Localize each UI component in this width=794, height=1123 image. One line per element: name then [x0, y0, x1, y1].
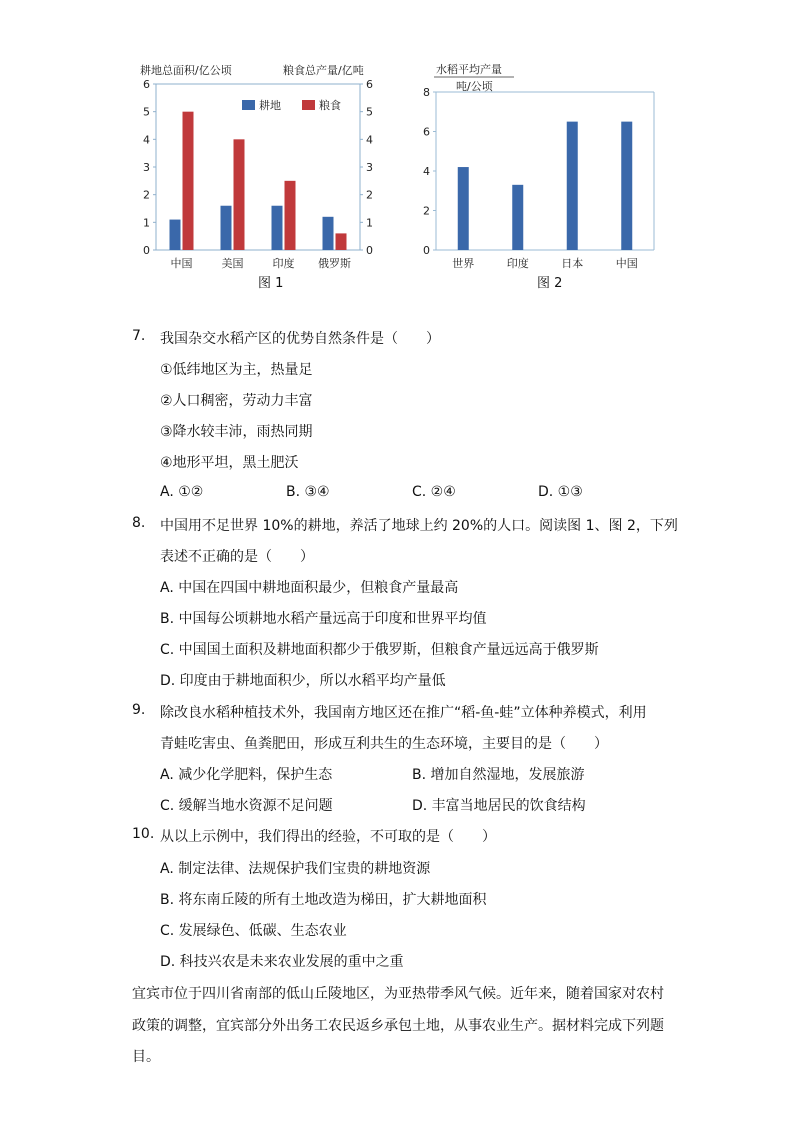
fig1-bar-耕地 [170, 220, 181, 250]
figure-1-chart [140, 60, 390, 275]
fig1-right-axis-label: 粮食总产量/亿吨 [283, 64, 364, 77]
fig1-bar-耕地 [323, 217, 334, 250]
fig1-legend-label: 耕地 [259, 99, 281, 112]
q7-option-b[interactable]: B. ③④ [286, 484, 330, 500]
q7-item-3: ③降水较丰沛，雨热同期 [160, 424, 313, 440]
fig2-tick-label: 2 [423, 204, 430, 218]
fig1-left-tick-label: 0 [143, 244, 150, 257]
figure-2-chart [410, 60, 660, 275]
fig2-tick-label: 6 [423, 125, 430, 139]
q7-number: 7. [132, 328, 146, 344]
fig1-category-label: 美国 [221, 257, 244, 270]
figure-1-caption: 图 1 [258, 276, 284, 291]
q9-stem-line2: 青蛙吃害虫、鱼粪肥田，形成互利共生的生态环境，主要目的是（ ） [160, 736, 608, 752]
fig2-category-label: 日本 [561, 257, 584, 270]
fig1-category-label: 印度 [272, 257, 295, 270]
fig2-category-label: 世界 [452, 257, 475, 270]
q10-number: 10. [132, 826, 155, 842]
q9-number: 9. [132, 702, 146, 718]
fig2-bar [621, 122, 632, 250]
q9-option-c[interactable]: C. 缓解当地水资源不足问题 [160, 798, 333, 814]
fig1-left-tick-label: 5 [143, 105, 150, 119]
fig1-left-tick-label: 6 [143, 78, 150, 91]
fig1-right-tick-label: 0 [366, 244, 373, 257]
fig1-category-label: 俄罗斯 [318, 257, 351, 270]
q10-option-d[interactable]: D. 科技兴农是未来农业发展的重中之重 [160, 954, 404, 970]
q7-option-d[interactable]: D. ①③ [538, 484, 583, 500]
fig1-left-tick-label: 3 [143, 161, 150, 174]
fig2-axis-label-line2: 吨/公顷 [456, 80, 493, 93]
fig2-tick-label: 4 [423, 165, 430, 178]
fig1-bar-粮食 [183, 112, 194, 250]
fig2-category-label: 中国 [615, 257, 638, 270]
fig1-legend-swatch [302, 100, 315, 110]
fig2-axis-label-line1: 水稻平均产量 [436, 63, 502, 76]
fig1-category-label: 中国 [170, 257, 193, 270]
passage-line2: 政策的调整，宜宾部分外出务工农民返乡承包土地，从事农业生产。据材料完成下列题 [132, 1018, 664, 1034]
q10-stem: 从以上示例中，我们得出的经验，不可取的是（ ） [160, 829, 496, 845]
fig2-bar [567, 122, 578, 250]
q10-option-a[interactable]: A. 制定法律、法规保护我们宝贵的耕地资源 [160, 861, 431, 877]
q10-option-c[interactable]: C. 发展绿色、低碳、生态农业 [160, 923, 347, 939]
fig1-right-tick-label: 3 [366, 161, 373, 174]
fig1-right-tick-label: 6 [366, 78, 373, 91]
q8-stem-line2: 表述不正确的是（ ） [160, 549, 314, 565]
fig1-bar-粮食 [234, 139, 245, 250]
q9-stem-line1: 除改良水稻种植技术外，我国南方地区还在推广“稻-鱼-蛙”立体种养模式，利用 [160, 705, 647, 721]
fig1-bar-粮食 [285, 181, 296, 250]
fig1-left-tick-label: 2 [143, 188, 150, 202]
q8-option-b[interactable]: B. 中国每公顷耕地水稻产量远高于印度和世界平均值 [160, 611, 487, 627]
fig1-left-axis-label: 耕地总面积/亿公顷 [140, 64, 232, 77]
q8-option-d[interactable]: D. 印度由于耕地面积少，所以水稻平均产量低 [160, 673, 446, 689]
fig1-bar-耕地 [272, 206, 283, 250]
figure-2-svg [410, 60, 660, 275]
fig2-tick-label: 8 [423, 86, 430, 99]
fig2-category-label: 印度 [506, 257, 529, 270]
q10-option-b[interactable]: B. 将东南丘陵的所有土地改造为梯田，扩大耕地面积 [160, 892, 487, 908]
fig1-right-tick-label: 4 [366, 133, 373, 147]
fig2-bar [512, 185, 523, 250]
q7-option-a[interactable]: A. ①② [160, 484, 204, 500]
q8-stem-line1: 中国用不足世界 10%的耕地，养活了地球上约 20%的人口。阅读图 1、图 2，下列 [160, 518, 678, 534]
passage-line3: 目。 [132, 1049, 160, 1065]
q8-option-a[interactable]: A. 中国在四国中耕地面积最少，但粮食产量最高 [160, 580, 459, 596]
fig1-left-tick-label: 4 [143, 133, 150, 147]
q7-item-2: ②人口稠密，劳动力丰富 [160, 393, 313, 409]
q9-option-d[interactable]: D. 丰富当地居民的饮食结构 [412, 798, 586, 814]
fig1-left-tick-label: 1 [143, 216, 150, 230]
q9-option-b[interactable]: B. 增加自然湿地，发展旅游 [412, 767, 585, 783]
fig1-right-tick-label: 5 [366, 105, 373, 119]
fig1-right-tick-label: 2 [366, 188, 373, 202]
passage-line1: 宜宾市位于四川省南部的低山丘陵地区，为亚热带季风气候。近年来，随着国家对农村 [132, 986, 664, 1002]
fig1-legend-label: 粮食 [319, 99, 341, 112]
q8-number: 8. [132, 515, 146, 531]
fig1-bar-粮食 [336, 233, 347, 250]
q7-option-c[interactable]: C. ②④ [412, 484, 456, 500]
q7-item-4: ④地形平坦，黑土肥沃 [160, 455, 299, 471]
fig1-legend-swatch [242, 100, 255, 110]
fig1-bar-耕地 [221, 206, 232, 250]
fig2-tick-label: 0 [423, 244, 430, 257]
q9-option-a[interactable]: A. 减少化学肥料，保护生态 [160, 767, 333, 783]
q7-stem: 我国杂交水稻产区的优势自然条件是（ ） [160, 331, 440, 347]
fig1-right-tick-label: 1 [366, 216, 373, 230]
figure-2-caption: 图 2 [537, 276, 563, 291]
q7-item-1: ①低纬地区为主，热量足 [160, 362, 313, 378]
figure-1-svg [140, 60, 390, 275]
q8-option-c[interactable]: C. 中国国土面积及耕地面积都少于俄罗斯，但粮食产量远远高于俄罗斯 [160, 642, 599, 658]
fig2-bar [458, 167, 469, 250]
